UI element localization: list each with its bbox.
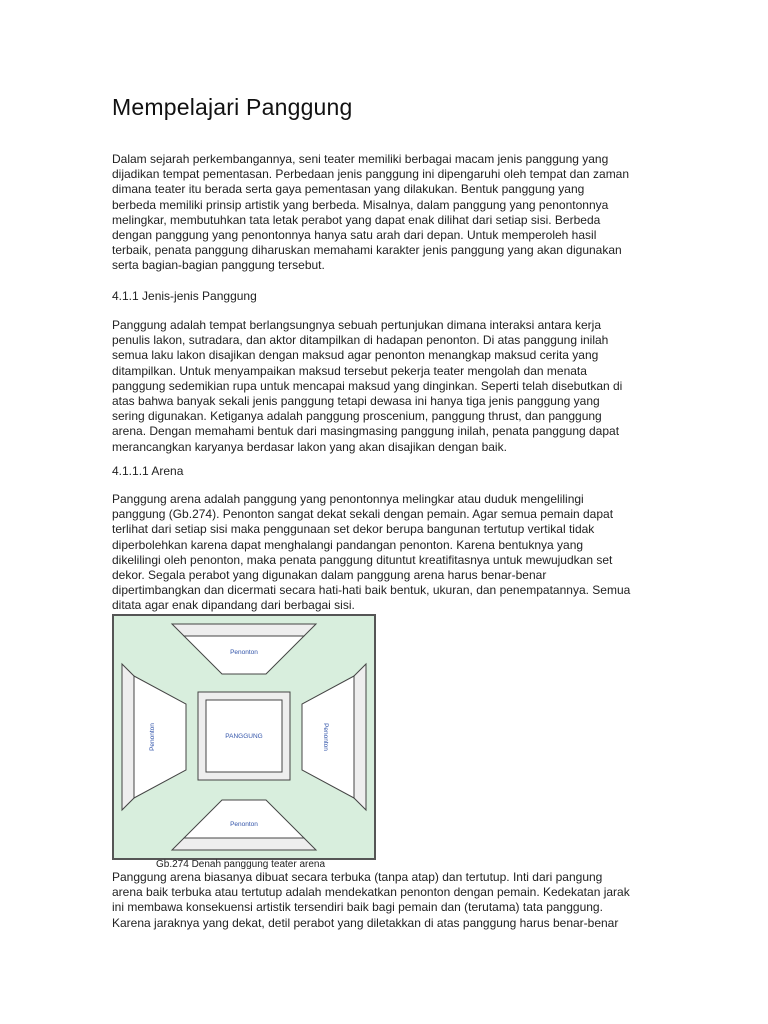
text-line: berbeda memiliki prinsip artistik yang berbeda. Misalnya, dalam panggung yang penontonnya [112, 197, 609, 212]
label-penonton-bottom: Penonton [230, 821, 258, 828]
text-line: Panggung adalah tempat berlangsungnya sebuah pertunjukan dimana interaksi antara kerja [112, 318, 602, 332]
text-line: dekor. Segala perabot yang digunakan dalam panggung arena harus benar-benar [112, 568, 547, 583]
text-line: serta bagian-bagian panggung tersebut. [112, 258, 325, 273]
text-line: dimana teater itu berada serta gaya pementasan yang dilakukan. Bentuk panggung yang [112, 182, 585, 197]
text-line: dijadikan tempat pementasan. Perbedaan jenis panggung ini dipengaruhi oleh tempat dan zaman [112, 167, 630, 182]
text-line: ditata agar enak dipandang dari berbagai sisi. [112, 598, 355, 613]
text-line: dikelilingi oleh penonton, maka penata panggung dituntut kreatifitasnya untuk mewujudkan set [112, 552, 613, 567]
label-panggung: PANGGUNG [225, 733, 263, 740]
text-line: dengan panggung yang penontonnya hanya satu arah dari depan. Untuk memperoleh hasil [112, 228, 597, 243]
text-line: terbaik, penata panggung diharuskan memahami karakter jenis panggung yang akan digunakan [112, 243, 622, 258]
intro-paragraph [112, 152, 660, 274]
figure-caption: Gb.274 Denah panggung teater arena [156, 859, 326, 870]
section-heading-arena: 4.1.1.1 Arena [112, 464, 184, 478]
page-title: Mempelajari Panggung [112, 94, 353, 120]
text-line: arena. Dengan memahami bentuk dari masingmasing panggung inilah, penata panggung dapat [112, 424, 620, 439]
text-line: dipertimbangkan dan dicermati secara hati-hati baik bentuk, ukuran, dan penempatannya. Semua [112, 583, 631, 598]
text-line: Karena jaraknya yang dekat, detil perabot yang diletakkan di atas panggung harus benar-benar [112, 915, 619, 930]
arena-stage-diagram [112, 614, 376, 860]
central-stage [198, 692, 290, 780]
text-line: melingkar, membutuhkan tata letak perabot yang dapat enak dilihat dari setiap sisi. Berbeda [112, 212, 601, 227]
label-penonton-right: Penonton [322, 723, 329, 751]
section-heading-jenis-panggung: 4.1.1 Jenis-jenis Panggung [112, 289, 257, 303]
text-line: sering digunakan. Ketiganya adalah panggung proscenium, panggung thrust, dan panggung [112, 409, 602, 424]
text-line: semua laku lakon disajikan dengan maksud agar penonton menangkap maksud cerita yang [112, 348, 599, 363]
label-penonton-left: Penonton [149, 723, 156, 751]
text-line: ini membawa konsekuensi artistik tersendiri baik bagi pemain dan (terutama) tata panggung. [112, 900, 603, 915]
section-2-paragraph [112, 492, 660, 614]
text-line: Panggung arena adalah panggung yang penontonnya melingkar atau duduk mengelilingi [112, 492, 584, 506]
text-line: Panggung arena biasanya dibuat secara terbuka (tanpa atap) dan tertutup. Inti dari pangung [112, 870, 603, 884]
text-line: ditampilkan. Untuk menyampaikan maksud tersebut pekerja teater mengolah dan menata [112, 363, 587, 378]
text-line: panggung sedemikian rupa untuk mencapai maksud yang dinginkan. Seperti telah disebutkan di [112, 378, 623, 393]
text-line: panggung (Gb.274). Penonton sangat dekat sekali dengan pemain. Agar semua pemain dapat [112, 507, 614, 522]
text-line: terlihat dari setiap sisi maka penggunaan set dekor berupa bangunan tertutup vertikal tidak [112, 522, 595, 537]
label-penonton-top: Penonton [230, 649, 258, 656]
text-line: diperbolehkan karena dapat menghalangi pandangan penonton. Karena bentuknya yang [112, 537, 584, 552]
text-line: penulis lakon, sutradara, dan aktor ditampilkan di hadapan penonton. Di atas panggung inilah [112, 333, 609, 348]
text-line: arena baik terbuka atau tertutup adalah mendekatkan penonton dengan pemain. Kedekatan jarak [112, 885, 630, 900]
text-line: Dalam sejarah perkembangannya, seni teater memiliki berbagai macam jenis panggung yang [112, 152, 609, 166]
section-1-paragraph [112, 318, 660, 455]
text-line: atas bahwa banyak sekali jenis panggung tetapi dewasa ini hanya tiga jenis panggung yang [112, 394, 600, 409]
text-line: merancangkan karyanya berdasar lakon yang akan disajikan dengan baik. [112, 439, 507, 454]
closing-paragraph [112, 870, 660, 931]
